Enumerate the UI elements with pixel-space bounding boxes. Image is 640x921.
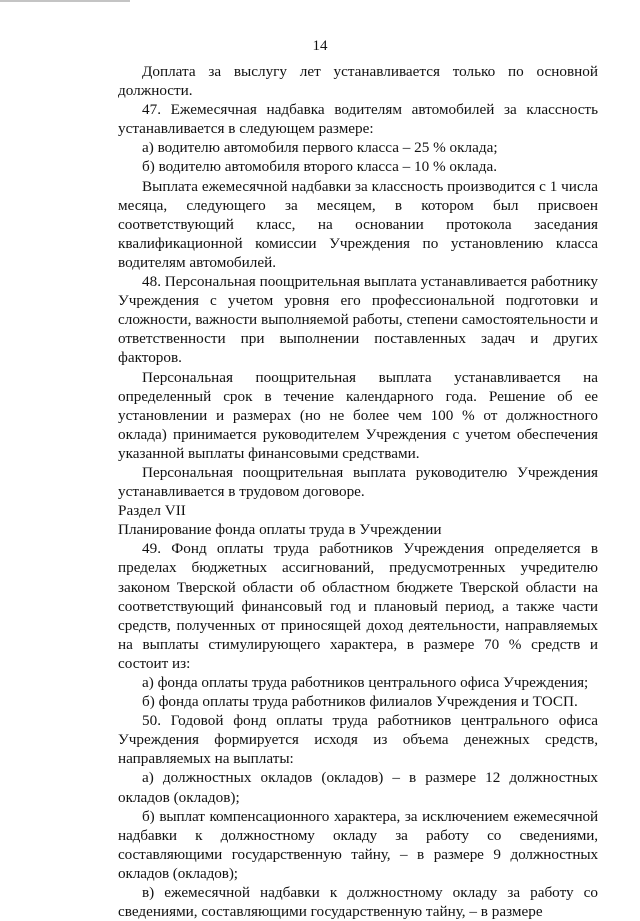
paragraph-seniority-note: Доплата за выслугу лет устанавливается только по основной должности. [118, 63, 598, 100]
paragraph-49-item-a: а) фонда оплаты труда работников центрального офиса Учреждения; [142, 674, 589, 691]
paragraph-48-term: Персональная поощрительная выплата устанавливается на определенный срок в течение календарного года. Решение об ее установлении и размерах (но не более чем 100 % от должностного оклада) принимается руководителем Учреждения с учетом обеспечения указанной выплаты финансовыми средствами. [118, 368, 598, 462]
paragraph-50-item-c: в) ежемесячной надбавки к должностному окладу за работу со сведениями, составляющими государственную тайну, – в размере [118, 884, 598, 921]
paragraph-48-director: Персональная поощрительная выплата руководителю Учреждения устанавливается в трудовом договоре. [118, 463, 598, 501]
paragraph-47-payment-start: Выплата ежемесячной надбавки за классность производится с 1 числа месяца, следующего за месяцем, в котором был присвоен соответствующий класс, на основании протокола заседания квалификационной комиссии Учреждения по установлению класса водителям автомобилей. [118, 177, 598, 271]
section-title: Раздел VII [118, 502, 186, 520]
section-subtitle: Планирование фонда оплаты труда в Учреждении [118, 521, 442, 539]
paragraph-50: 50. Годовой фонд оплаты труда работников центрального офиса Учреждения формируется исходя из объема денежных средств, направляемых на выплаты: [118, 712, 598, 768]
paragraph-47-item-b: б) водителю автомобиля второго класса – 10 % оклада. [142, 158, 497, 176]
document-body [118, 62, 598, 921]
page-number: 14 [312, 38, 328, 54]
paragraph-49-item-b: б) фонда оплаты труда работников филиалов Учреждения и ТОСП. [142, 693, 578, 711]
paragraph-47-item-a: а) водителю автомобиля первого класса – 25 % оклада; [142, 139, 498, 157]
paragraph-48: 48. Персональная поощрительная выплата устанавливается работнику Учреждения с учетом уровня его профессиональной подготовки и сложности, важности выполняемой работы, степени самостоятельности и ответственности при выполнении поставленных задач и других факторов. [118, 273, 598, 367]
paragraph-50-item-a: а) должностных окладов (окладов) – в размере 12 должностных окладов (окладов); [118, 769, 598, 806]
paragraph-50-item-b: б) выплат компенсационного характера, за исключением ежемесячной надбавки к должностному окладу за работу со сведениями, составляющими государственную тайну, – в размере 9 должностных окладов (окладов); [118, 807, 598, 882]
paragraph-47: 47. Ежемесячная надбавка водителям автомобилей за классность устанавливается в следующем размере: [118, 101, 598, 138]
scan-edge-mark [0, 0, 130, 8]
paragraph-49: 49. Фонд оплаты труда работников Учреждения определяется в пределах бюджетных ассигнований, предусмотренных учредителю законом Тверской области об областном бюджете Тверской области на соответствующий финансовый год и плановый период, а также части средств, полученных от приносящей доход деятельности, направляемых на выплаты стимулирующего характера, в размере 70 % средств и состоит из: [118, 540, 598, 672]
